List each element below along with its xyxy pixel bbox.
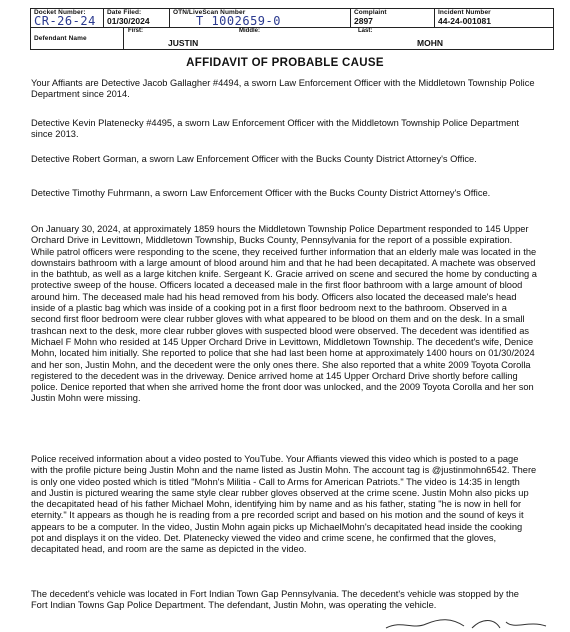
incident-cell (435, 9, 555, 27)
case-header-form (30, 8, 554, 50)
date-filed-label: Date Filed: (107, 9, 142, 16)
date-filed-cell (104, 9, 170, 27)
page-title: AFFIDAVIT OF PROBABLE CAUSE (186, 57, 384, 69)
first-name-value: JUSTIN (168, 38, 199, 48)
complaint-value: 2897 (354, 16, 373, 26)
defendant-name-cell (31, 27, 124, 49)
paragraph-affiant-fuhrmann: Detective Timothy Fuhrmann, a sworn Law Enforcement Officer with the Bucks County District Attorney's Office. (31, 188, 491, 198)
paragraph-incident-narrative: On January 30, 2024, at approximately 1859 hours the Middletown Township Police Department responded to 145 Upper Orchard Drive in Levittown, Middletown Township, Bucks County, Pennsylvania for the report of a possible expiration. While patrol officers were responding to the scene, they received further information that an elderly male was located in the downstairs bathroom with a large amount of blood around him and that he had been decapitated. A machete was observed in the bathtub, as well as a large kitchen knife. Sergeant K. Gracie arrived on scene and secured the home by conducting a protective sweep of the house. Officers located a deceased male in the first floor bathroom with a large amount of blood around him. The deceased male had his head removed from his body. Officers also located the deceased male's head inside of a plastic bag which was inside of a cooking pot in a first floor bedroom next to the bathroom. Observed in a second first floor bedroom were clear rubber gloves with what appeared to be blood on them and on the desk. In a small trashcan next to the desk, more clear rubber gloves with suspected blood were observed. The decedent was identified as Michael F Mohn who resided at 145 Upper Orchard Drive in Levittown, Middletown Township. The decedent's wife, Denice Mohn, located him initially. She reported to police that she had last been home at approximately 1400 hours on 01/30/2024 and her son, Justin Mohn, and the decedent were the only ones there. She also reported that a white 2009 Toyota Corolla registered to the decedent was in the driveway. Denice arrived home at 145 Upper Orchard Drive shortly before calling police. Denice reported that when she arrived home the front door was unlocked, and the 2009 Toyota Corolla and her son Justin Mohn were missing. (31, 224, 537, 404)
otn-cell (170, 9, 351, 27)
complaint-label: Complaint (354, 9, 387, 16)
incident-value: 44-24-001081 (438, 16, 491, 26)
otn-label: OTN/LiveScan Number (173, 9, 246, 16)
first-name-label: First: (128, 28, 143, 34)
handwritten-signature (382, 616, 552, 632)
otn-value: T 1002659-0 (196, 14, 281, 28)
incident-label: Incident Number (438, 9, 491, 16)
complaint-cell (351, 9, 435, 27)
paragraph-affiant-gorman: Detective Robert Gorman, a sworn Law Enforcement Officer with the Bucks County District Attorney's Office. (31, 154, 477, 164)
paragraph-video-evidence: Police received information about a video posted to YouTube. Your Affiants viewed this video which is posted to a page with the profile picture being Justin Mohn and the name listed as Justin Mohn. The account tag is @justinmohn6542. There is only one video posted which is titled "Mohn's Militia - Call to Arms for American Patriots." The video is 14:35 in length and Justin is pictured wearing the same style clear rubber gloves observed at the crime scene. Justin Mohn also picks up the decapitated head of his father Michael Mohn, identifying him by name and as his father, stating "he is now in hell for eternity." It appears as though he is reading from a pre recorded script and based on his motion and the sound of keys it appears to be a computer. In the video, Justin Mohn again picks up MichaelMohn's decapitated head inside the cooking pot and displays it on the video. Det. Platenecky viewed the video and crime scene, he confirmed that the gloves, decapitated head, and room are the same as depicted in the video. (31, 454, 537, 555)
last-name-label: Last: (358, 28, 373, 34)
docket-label: Docket Number: (34, 9, 86, 16)
middle-name-label: Middle: (239, 28, 260, 34)
paragraph-affiant-gallagher: Your Affiants are Detective Jacob Gallagher #4494, a sworn Law Enforcement Officer with the Middletown Township Police Department since 2014. (31, 78, 535, 100)
docket-cell (31, 9, 104, 27)
last-name-value: MOHN (417, 38, 443, 48)
defendant-label: Defendant Name (34, 35, 87, 42)
paragraph-vehicle-stop: The decedent's vehicle was located in Fort Indian Town Gap Pennsylvania. The decedent's vehicle was stopped by the Fort Indian Towns Gap Police Department. The defendant, Justin Mohn, was operating the vehicle. (31, 589, 519, 611)
docket-value: CR-26-24 (34, 14, 96, 28)
date-filed-value: 01/30/2024 (107, 16, 150, 26)
paragraph-affiant-platenecky: Detective Kevin Platenecky #4495, a sworn Law Enforcement Officer with the Middletown Township Police Department since 2013. (31, 118, 519, 140)
